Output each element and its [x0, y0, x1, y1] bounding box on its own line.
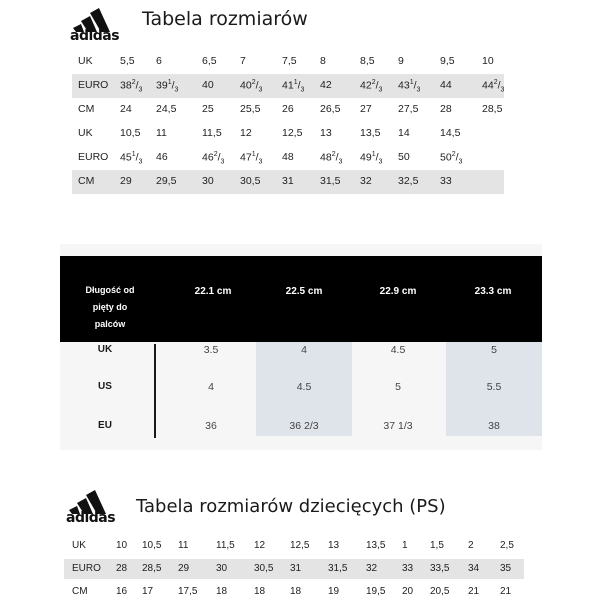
table-cell: $38^2/_3$: [120, 79, 143, 94]
table-cell: 10: [482, 55, 494, 67]
table-cell: 10,5: [142, 540, 162, 551]
table-cell: $49^1/_3$: [360, 151, 383, 166]
table-cell: 25: [202, 103, 214, 115]
table-cell: 37 1/3: [383, 420, 413, 432]
table-cell: 35: [500, 563, 512, 574]
table-cell: 29,5: [156, 175, 177, 187]
table-cell: 30,5: [240, 175, 261, 187]
table-cell: 1: [402, 540, 408, 551]
table-cell: 5.5: [486, 381, 502, 393]
table-cell: $48^2/_3$: [320, 151, 343, 166]
table-cell: $43^1/_3$: [398, 79, 421, 94]
table-cell: 7,5: [282, 55, 297, 67]
table-cell: 29: [120, 175, 132, 187]
table-cell: 4: [301, 344, 307, 356]
table-cell: 31,5: [328, 563, 348, 574]
table-cell: 11: [178, 540, 189, 551]
table-cell: 48: [282, 151, 294, 163]
kids-cm-row: [64, 582, 524, 602]
table-cell: 4.5: [296, 381, 312, 393]
table-cell: 42: [320, 79, 332, 91]
table-cell: $47^1/_3$: [240, 151, 263, 166]
table-header: [60, 256, 542, 342]
table-cell: $46^2/_3$: [202, 151, 225, 166]
table-cell: $44^2/_3$: [482, 79, 505, 94]
table-cell: 30: [202, 175, 214, 187]
table-cell: 5: [395, 381, 401, 393]
table-cell: 21: [468, 586, 480, 597]
table-cell: 8: [320, 55, 326, 67]
table-cell: 12,5: [282, 127, 303, 139]
row-label-uk: UK: [97, 344, 113, 355]
table-cell: $41^1/_3$: [282, 79, 305, 94]
table-cell: $50^2/_3$: [440, 151, 463, 166]
table-cell: 40: [202, 79, 214, 91]
table-cell: 28,5: [482, 103, 503, 115]
kids-uk-row: [64, 536, 524, 556]
column-header: 22.5 cm: [285, 286, 323, 297]
table-cell: 24: [120, 103, 132, 115]
row-label: EURO: [78, 79, 109, 91]
table-cell: 31: [290, 563, 302, 574]
table-cell: 9: [398, 55, 404, 67]
row-label-eu: EU: [98, 420, 112, 431]
table-cell: 33: [402, 563, 414, 574]
table-cell: 26,5: [320, 103, 341, 115]
kids-title: Tabela rozmiarów dziecięcych (PS): [136, 496, 446, 517]
row-label: EURO: [72, 563, 101, 574]
table-cell: 16: [116, 586, 128, 597]
table-cell: 50: [398, 151, 410, 163]
table-cell: $45^1/_3$: [120, 151, 143, 166]
table-cell: 13: [328, 540, 340, 551]
divider: [154, 344, 156, 438]
table-cell: 13: [320, 127, 332, 139]
corner-label: Długość od pięty do palców: [85, 285, 135, 329]
table-cell: 4.5: [390, 344, 406, 356]
column-header: 22.1 cm: [194, 286, 232, 297]
row-label: EURO: [78, 151, 109, 163]
table-cell: 7: [240, 55, 246, 67]
table-cell: 8,5: [360, 55, 375, 67]
table-cell: 19: [328, 586, 340, 597]
uk-row-2: [72, 122, 504, 146]
table-cell: 18: [216, 586, 228, 597]
table-cell: 27: [360, 103, 372, 115]
row-label: CM: [78, 175, 95, 187]
table-cell: $39^1/_3$: [156, 79, 179, 94]
table-cell: 2: [468, 540, 474, 551]
table-cell: 2,5: [500, 540, 514, 551]
table-cell: 13,5: [366, 540, 386, 551]
table-cell: 6: [156, 55, 162, 67]
table-cell: 4: [208, 381, 214, 393]
table-cell: 9,5: [440, 55, 455, 67]
row-label: CM: [78, 103, 95, 115]
table-cell: 32: [366, 563, 378, 574]
table-cell: 25,5: [240, 103, 261, 115]
table-cell: 10,5: [120, 127, 141, 139]
table-cell: 29: [178, 563, 190, 574]
table-cell: 27,5: [398, 103, 419, 115]
table-cell: 26: [282, 103, 294, 115]
adidas-logo: [70, 6, 128, 44]
row-label: UK: [72, 540, 86, 551]
table-cell: 46: [156, 151, 168, 163]
table-cell: 28,5: [142, 563, 162, 574]
foot-length-table: [60, 244, 542, 450]
adidas-logo-kids: [66, 488, 126, 526]
table-cell: 32: [360, 175, 372, 187]
table-cell: 38: [488, 420, 500, 432]
row-label: CM: [72, 586, 88, 597]
row-label-us: US: [98, 381, 112, 392]
table-cell: 34: [468, 563, 480, 574]
table-cell: 1,5: [430, 540, 444, 551]
table-cell: 13,5: [360, 127, 381, 139]
table-cell: 12: [240, 127, 252, 139]
column-header: 23.3 cm: [474, 286, 512, 297]
page-title: Tabela rozmiarów: [142, 8, 308, 30]
euro-row-2: [72, 146, 504, 170]
table-cell: 36: [205, 420, 217, 432]
logo-wordmark: adidas: [66, 510, 116, 526]
logo-wordmark: adidas: [70, 28, 120, 44]
table-cell: 6,5: [202, 55, 217, 67]
table-cell: 44: [440, 79, 452, 91]
table-cell: 5: [491, 344, 497, 356]
table-cell: 18: [290, 586, 302, 597]
table-cell: 32,5: [398, 175, 419, 187]
table-cell: 30,5: [254, 563, 274, 574]
table-cell: 17,5: [178, 586, 198, 597]
table-cell: 31,5: [320, 175, 341, 187]
table-cell: 12: [254, 540, 266, 551]
table-cell: 11,5: [202, 127, 222, 139]
table-cell: $40^2/_3$: [240, 79, 263, 94]
kids-euro-row: [64, 559, 524, 579]
uk-row-1: [72, 50, 504, 74]
table-cell: 30: [216, 563, 228, 574]
table-cell: 10: [116, 540, 128, 551]
table-cell: 3.5: [203, 344, 219, 356]
table-cell: 17: [142, 586, 154, 597]
table-cell: 12,5: [290, 540, 310, 551]
table-cell: 28: [440, 103, 452, 115]
table-cell: 18: [254, 586, 266, 597]
row-label: UK: [78, 55, 93, 67]
table-cell: 14: [398, 127, 410, 139]
table-cell: 19,5: [366, 586, 386, 597]
table-cell: $42^2/_3$: [360, 79, 383, 94]
euro-row-1: [72, 74, 504, 98]
table-cell: 28: [116, 563, 128, 574]
table-cell: 21: [500, 586, 512, 597]
cm-row-1: [72, 98, 504, 122]
table-cell: 11,5: [216, 540, 235, 551]
table-cell: 20: [402, 586, 414, 597]
table-cell: 33: [440, 175, 452, 187]
table-cell: 20,5: [430, 586, 450, 597]
table-cell: 33,5: [430, 563, 450, 574]
table-cell: 31: [282, 175, 294, 187]
table-cell: 5,5: [120, 55, 135, 67]
table-cell: 14,5: [440, 127, 461, 139]
column-header: 22.9 cm: [379, 286, 417, 297]
row-label: UK: [78, 127, 93, 139]
cm-row-2: [72, 170, 504, 194]
table-cell: 36 2/3: [289, 420, 319, 432]
table-cell: 11: [156, 127, 167, 139]
table-cell: 24,5: [156, 103, 177, 115]
